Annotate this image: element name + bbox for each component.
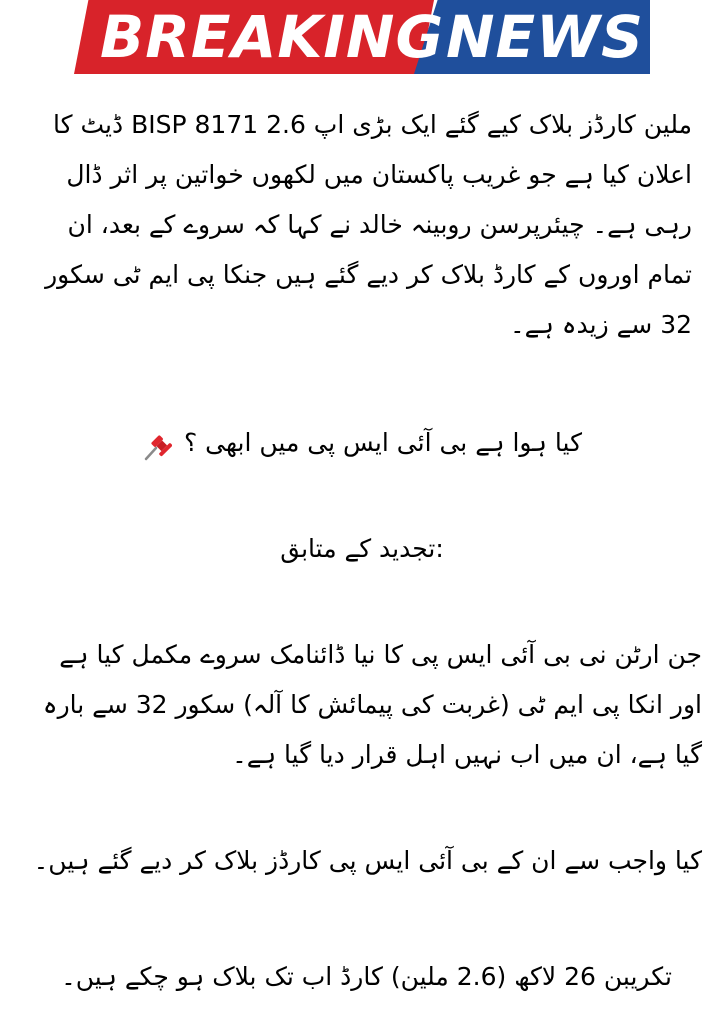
update-heading: :تجدید کے متابق	[280, 534, 444, 563]
breaking-news-banner	[74, 0, 650, 74]
banner-word-breaking: BREAKING	[100, 3, 445, 71]
intro-paragraph: ملین کارڈز بلاک کیے گئے ایک بڑی اپ BISP 8171 2.6 ڈیٹ کا اعلان کیا ہے جو غریب پاکستان میں لکھوں خواتین پر اثر ڈال رہی ہے۔ چیئرپرسن روبینہ خالد نے کہا کہ سروے کے بعد، ان تمام اوروں کے کارڈ بلاک کر دیے گئے ہیں جنکا پی ایم ٹی سکور 32 سے زیدہ ہے۔	[45, 110, 692, 339]
blocked-paragraph: تکریبن 26 لاکھ (2.6 ملین) کارڈ اب تک بلاک ہو چکے ہیں۔	[61, 962, 672, 991]
required-paragraph: کیا واجب سے ان کے بی آئی ایس پی کارڈز بلاک کر دیے گئے ہیں۔	[33, 846, 702, 875]
body-paragraph: جن ارٹن نی بی آئی ایس پی کا نیا ڈائنامک سروے مکمل کیا ہے اور انکا پی ایم ٹی (غربت کی پیمائش کا آلہ) سکور 32 سے بارہ گیا ہے، ان میں اب نہیں اہل قرار دیا گیا ہے۔	[42, 640, 702, 769]
question-text: کیا ہوا ہے بی آئی ایس پی میں ابھی ؟	[183, 428, 582, 457]
pushpin-icon	[142, 429, 172, 459]
question-heading	[22, 418, 702, 468]
banner-word-news: NEWS	[446, 3, 644, 71]
